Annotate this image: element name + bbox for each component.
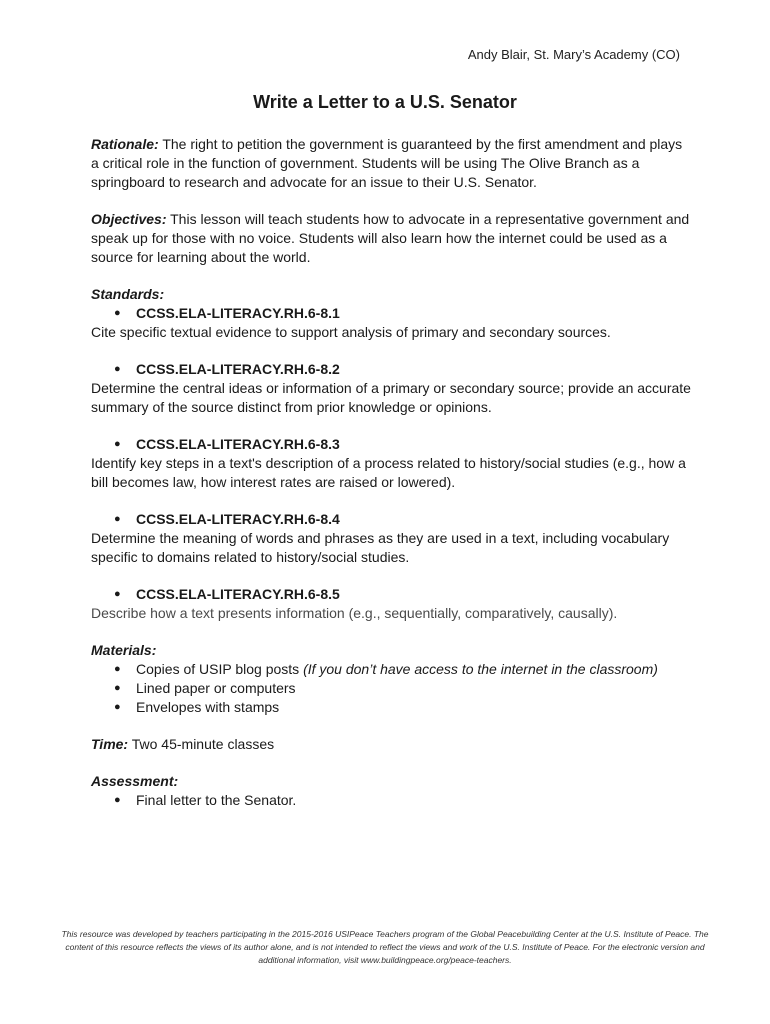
standard-item [91,510,691,567]
standard-description: Cite specific textual evidence to support analysis of primary and secondary sources. [91,324,611,340]
assessment-section [91,772,691,810]
materials-item-note: (If you don’t have access to the internet in the classroom) [303,661,658,677]
materials-item: ● Envelopes with stamps [91,698,691,717]
standard-code: ● CCSS.ELA-LITERACY.RH.6-8.1 [91,304,691,323]
materials-section [91,641,691,717]
author-line: Andy Blair, St. Mary’s Academy (CO) [467,47,680,62]
standard-description: Identify key steps in a text's description of a process related to history/social studies (e.g., how a bill becomes law, how interest rates are raised or lowered). [91,455,686,490]
standard-item [91,304,691,342]
assessment-heading: Assessment: [91,773,179,789]
standard-description: Determine the meaning of words and phrases as they are used in a text, including vocabulary specific to domains related to history/social studies. [91,530,670,565]
materials-heading: Materials: [91,642,157,658]
materials-item: ● Lined paper or computers [91,679,691,698]
time-label: Time: [91,736,129,752]
document-title: Write a Letter to a U.S. Senator [253,92,517,112]
objectives-text: This lesson will teach students how to advocate in a representative government and speak up for those with no voice. Students will also learn how the internet could be used as a source for learning about the world. [91,211,690,265]
objectives-paragraph [91,210,691,267]
standards-heading: Standards: [91,286,165,302]
rationale-label: Rationale: [91,136,159,152]
standard-item [91,360,691,417]
time-paragraph [91,735,691,754]
rationale-text: The right to petition the government is guaranteed by the first amendment and plays a critical role in the function of government. Students will be using The Olive Branch as a springboard to research and advocate for an issue to their U.S. Senator. [91,136,683,190]
standard-item [91,435,691,492]
assessment-item: ● Final letter to the Senator. [91,791,691,810]
footer-note: This resource was developed by teachers participating in the 2015-2016 USIPeace Teachers program of the Global Peacebuilding Center at the U.S. Institute of Peace. The content of this resource reflects the views of its author alone, and is not intended to reflect the views and work of the U.S. Institute of Peace. For the electronic version and additional information, visit www.buildingpeace.org/peace-teachers. [61,929,709,965]
materials-item-text: Copies of USIP blog posts [136,661,304,677]
standard-item [91,585,691,623]
standard-description: Describe how a text presents information (e.g., sequentially, comparatively, causally). [91,605,618,621]
document-body [91,135,691,828]
time-text: Two 45-minute classes [128,736,275,752]
standard-code: ● CCSS.ELA-LITERACY.RH.6-8.5 [91,585,691,604]
materials-item [91,660,691,679]
standard-description: Determine the central ideas or information of a primary or secondary source; provide an accurate summary of the source distinct from prior knowledge or opinions. [91,380,691,415]
standard-code: ● CCSS.ELA-LITERACY.RH.6-8.4 [91,510,691,529]
standard-code: ● CCSS.ELA-LITERACY.RH.6-8.2 [91,360,691,379]
standard-code: ● CCSS.ELA-LITERACY.RH.6-8.3 [91,435,691,454]
rationale-paragraph [91,135,691,192]
standards-section [91,285,691,623]
objectives-label: Objectives: [91,211,167,227]
